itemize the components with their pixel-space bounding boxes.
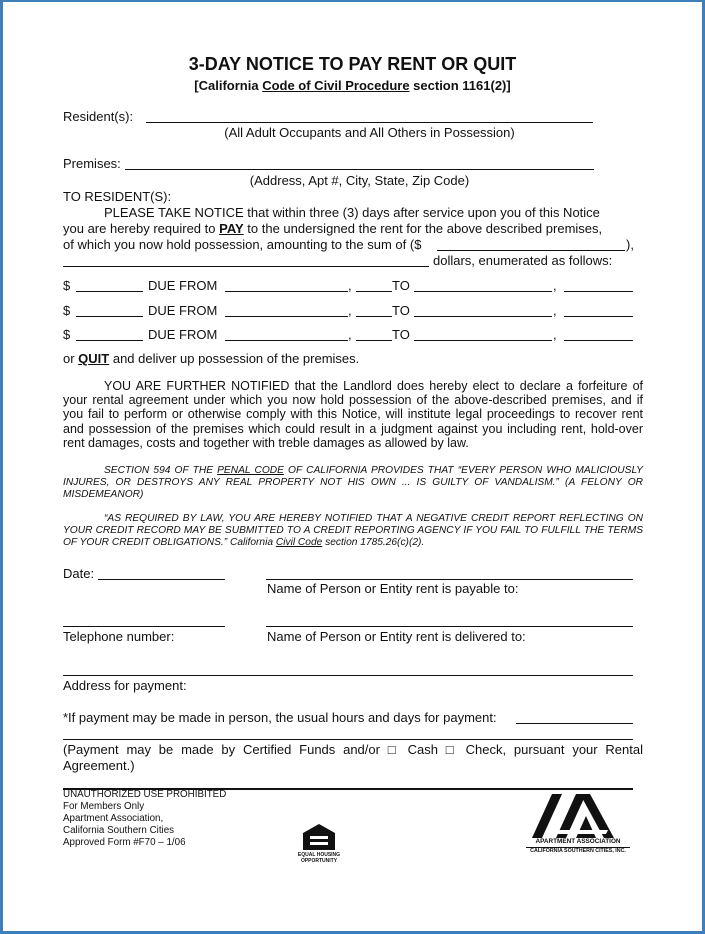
footer-line: UNAUTHORIZED USE PROHIBITED [63,789,227,800]
notice-line-1: PLEASE TAKE NOTICE that within three (3) days after service upon you of this Notice [104,205,600,220]
notice-line-3b: ), [626,237,634,252]
equal-housing-text: EQUAL HOUSING OPPORTUNITY [297,852,341,864]
row-from-year-field[interactable] [356,316,392,317]
notice-document: 3-DAY NOTICE TO PAY RENT OR QUIT [California Code of Civil Procedure section 1161(2)] Resident(s): (All Adult Occupants and All Others in Possession) Premises: (Address, Apt #, City, State, Zip Code) TO RESIDENT(S): PLEASE TAKE NOTICE that within three (3) days after service upon you of this Notice you are hereby required to PAY to the undersigned the rent for the above described premises, of which you now hold possession, amounting to the sum of ($ ), dollars, enumerated as follows: $ DUE FROM , TO , $ DUE FROM , TO , $ DUE FROM , TO , or QUIT and deliver up possession of the premises. YOU ARE FURTHER NOTIFIED that the Landlord does hereby elect to declare a forfeiture of your rental agreement under which you now hold possession of the above-described premises, and if you fail to perform or otherwise comply with this Notice, will institute legal proceedings to recover rent and possession of the premises which could result in a judgment against you including rent, hold-over rent damages, costs and together with treble damages as allowed by law. SECTION 594 OF THE PENAL CODE OF CALIFORNIA PROVIDES THAT “EVERY PERSON WHO MALICIOUSLY INJURES, OR DESTROYS ANY REAL PROPERTY NOT HIS OWN ... IS GUILTY OF VANDALISM.” (A FELONY OR MISDEMEANOR) “AS REQUIRED BY LAW, YOU ARE HEREBY NOTIFIED THAT A NEGATIVE CREDIT REPORT REFLECTING ON YOUR CREDIT RECORD MAY BE SUBMITTED TO A CREDIT REPORTING AGENCY IF YOU FAIL TO FULFILL THE TERMS OF YOUR CREDIT OBLIGATIONS.” California Civil Code section 1785.26(c)(2). Date: Name of Person or Entity rent is payable to: Telephone number: Name of Person or Entity rent is delivered to: Address for payment: *If payment may be made in person, the usual hours and days for payment: (Payment may be made by Certified Funds and/or □ Cash □ Check, pursuant your Rental Agreement.) UNAUTHORIZED USE PROHIBITED For Members Only Apartment Association, California Southern Cities Approved Form #F70 – 1/06 EQUAL HOUSING OPPORTUNITY APARTMENT ASSOCIATION CALIFORNIA SOUTHERN CITIES, INC. [0,0,705,934]
association-name: APARTMENT ASSOCIATION [535,838,621,845]
notice-line-4: dollars, enumerated as follows: [433,253,613,268]
sum-amount-field[interactable] [437,250,625,251]
address-payment-label: Address for payment: [63,678,187,693]
row-amount-field[interactable] [76,291,143,292]
payable-to-field[interactable] [266,579,633,580]
civil-procedure-link: Code of Civil Procedure [262,78,410,93]
pay-emphasis: PAY [219,221,244,236]
row-from-field[interactable] [225,316,348,317]
row-to-field[interactable] [414,291,552,292]
row-from-field[interactable] [225,340,348,341]
further-notice-paragraph: YOU ARE FURTHER NOTIFIED that the Landlord does hereby elect to declare a forfeiture of your rental agreement under which you now hold possession of the above-described premises, and if you fail to perform or otherwise comply with this Notice, will institute legal proceedings to recover rent and possession of the premises which could result in a judgment against you including rent, hold-over rent damages, costs and together with treble damages as allowed by law. [63,379,643,450]
apartment-association-logo [526,790,630,862]
residents-hint: (All Adult Occupants and All Others in Possession) [224,125,515,140]
penal-code-link: PENAL CODE [217,465,284,476]
payment-method-line-1: (Payment may be made by Certified Funds and/or □ Cash □ Check, pursuant your Rental [63,742,643,757]
footer-line: Apartment Association, [63,813,164,824]
row-amount-field[interactable] [76,316,143,317]
residents-field[interactable] [146,122,593,123]
premises-label: Premises: [63,156,121,171]
row-from-year-field[interactable] [356,340,392,341]
quit-emphasis: QUIT [78,351,110,366]
in-person-label: *If payment may be made in person, the usual hours and days for payment: [63,710,497,725]
row-to-year-field[interactable] [564,316,633,317]
civil-code-link: Civil Code [275,537,323,548]
to-residents: TO RESIDENT(S): [63,189,172,204]
delivered-to-field[interactable] [266,626,633,627]
sum-words-field[interactable] [63,266,429,267]
row-to-year-field[interactable] [564,340,633,341]
row-from-field[interactable] [225,291,348,292]
payment-method-line-2: Agreement.) [63,758,135,773]
payable-to-label: Name of Person or Entity rent is payable to: [267,581,519,596]
association-mark-icon [526,790,630,840]
date-label: Date: [63,566,95,581]
delivered-to-label: Name of Person or Entity rent is delivered to: [267,629,526,644]
footer-line: For Members Only [63,801,145,812]
row-amount-field[interactable] [76,340,143,341]
footer-line: Approved Form #F70 – 1/06 [63,837,186,848]
quit-line: or QUIT and deliver up possession of the premises. [63,351,360,366]
in-person-hours-field[interactable] [516,723,633,724]
premises-hint: (Address, Apt #, City, State, Zip Code) [249,173,470,188]
row-to-field[interactable] [414,340,552,341]
row-from-year-field[interactable] [356,291,392,292]
association-subname: CALIFORNIA SOUTHERN CITIES, INC. [526,847,630,855]
telephone-label: Telephone number: [63,629,175,644]
residents-label: Resident(s): [63,109,134,124]
notice-line-3a: of which you now hold possession, amounting to the sum of ($ [63,237,422,252]
telephone-field[interactable] [63,626,225,627]
footer-line: California Southern Cities [63,825,175,836]
credit-report-paragraph: “AS REQUIRED BY LAW, YOU ARE HEREBY NOTIFIED THAT A NEGATIVE CREDIT REPORT REFLECTING ON YOUR CREDIT RECORD MAY BE SUBMITTED TO A CREDIT REPORTING AGENCY IF YOU FAIL TO FULFILL THE TERMS OF YOUR CREDIT OBLIGATIONS.” California Civil Code section 1785.26(c)(2). [63,513,643,548]
address-payment-field[interactable] [63,675,633,676]
notice-line-2: you are hereby required to PAY to the undersigned the rent for the above described premises, [63,221,603,236]
premises-field[interactable] [125,169,594,170]
row-to-field[interactable] [414,316,552,317]
document-subtitle: [California Code of Civil Procedure section 1161(2)] [194,78,511,93]
penal-code-paragraph: SECTION 594 OF THE PENAL CODE OF CALIFORNIA PROVIDES THAT “EVERY PERSON WHO MALICIOUSLY INJURES, OR DESTROYS ANY REAL PROPERTY NOT HIS OWN ... IS GUILTY OF VANDALISM.” (A FELONY OR MISDEMEANOR) [63,465,643,500]
equal-housing-icon [294,822,344,866]
row-to-year-field[interactable] [564,291,633,292]
document-title: 3-DAY NOTICE TO PAY RENT OR QUIT [188,54,517,74]
in-person-hours-field-2[interactable] [63,739,633,740]
date-field[interactable] [98,579,225,580]
